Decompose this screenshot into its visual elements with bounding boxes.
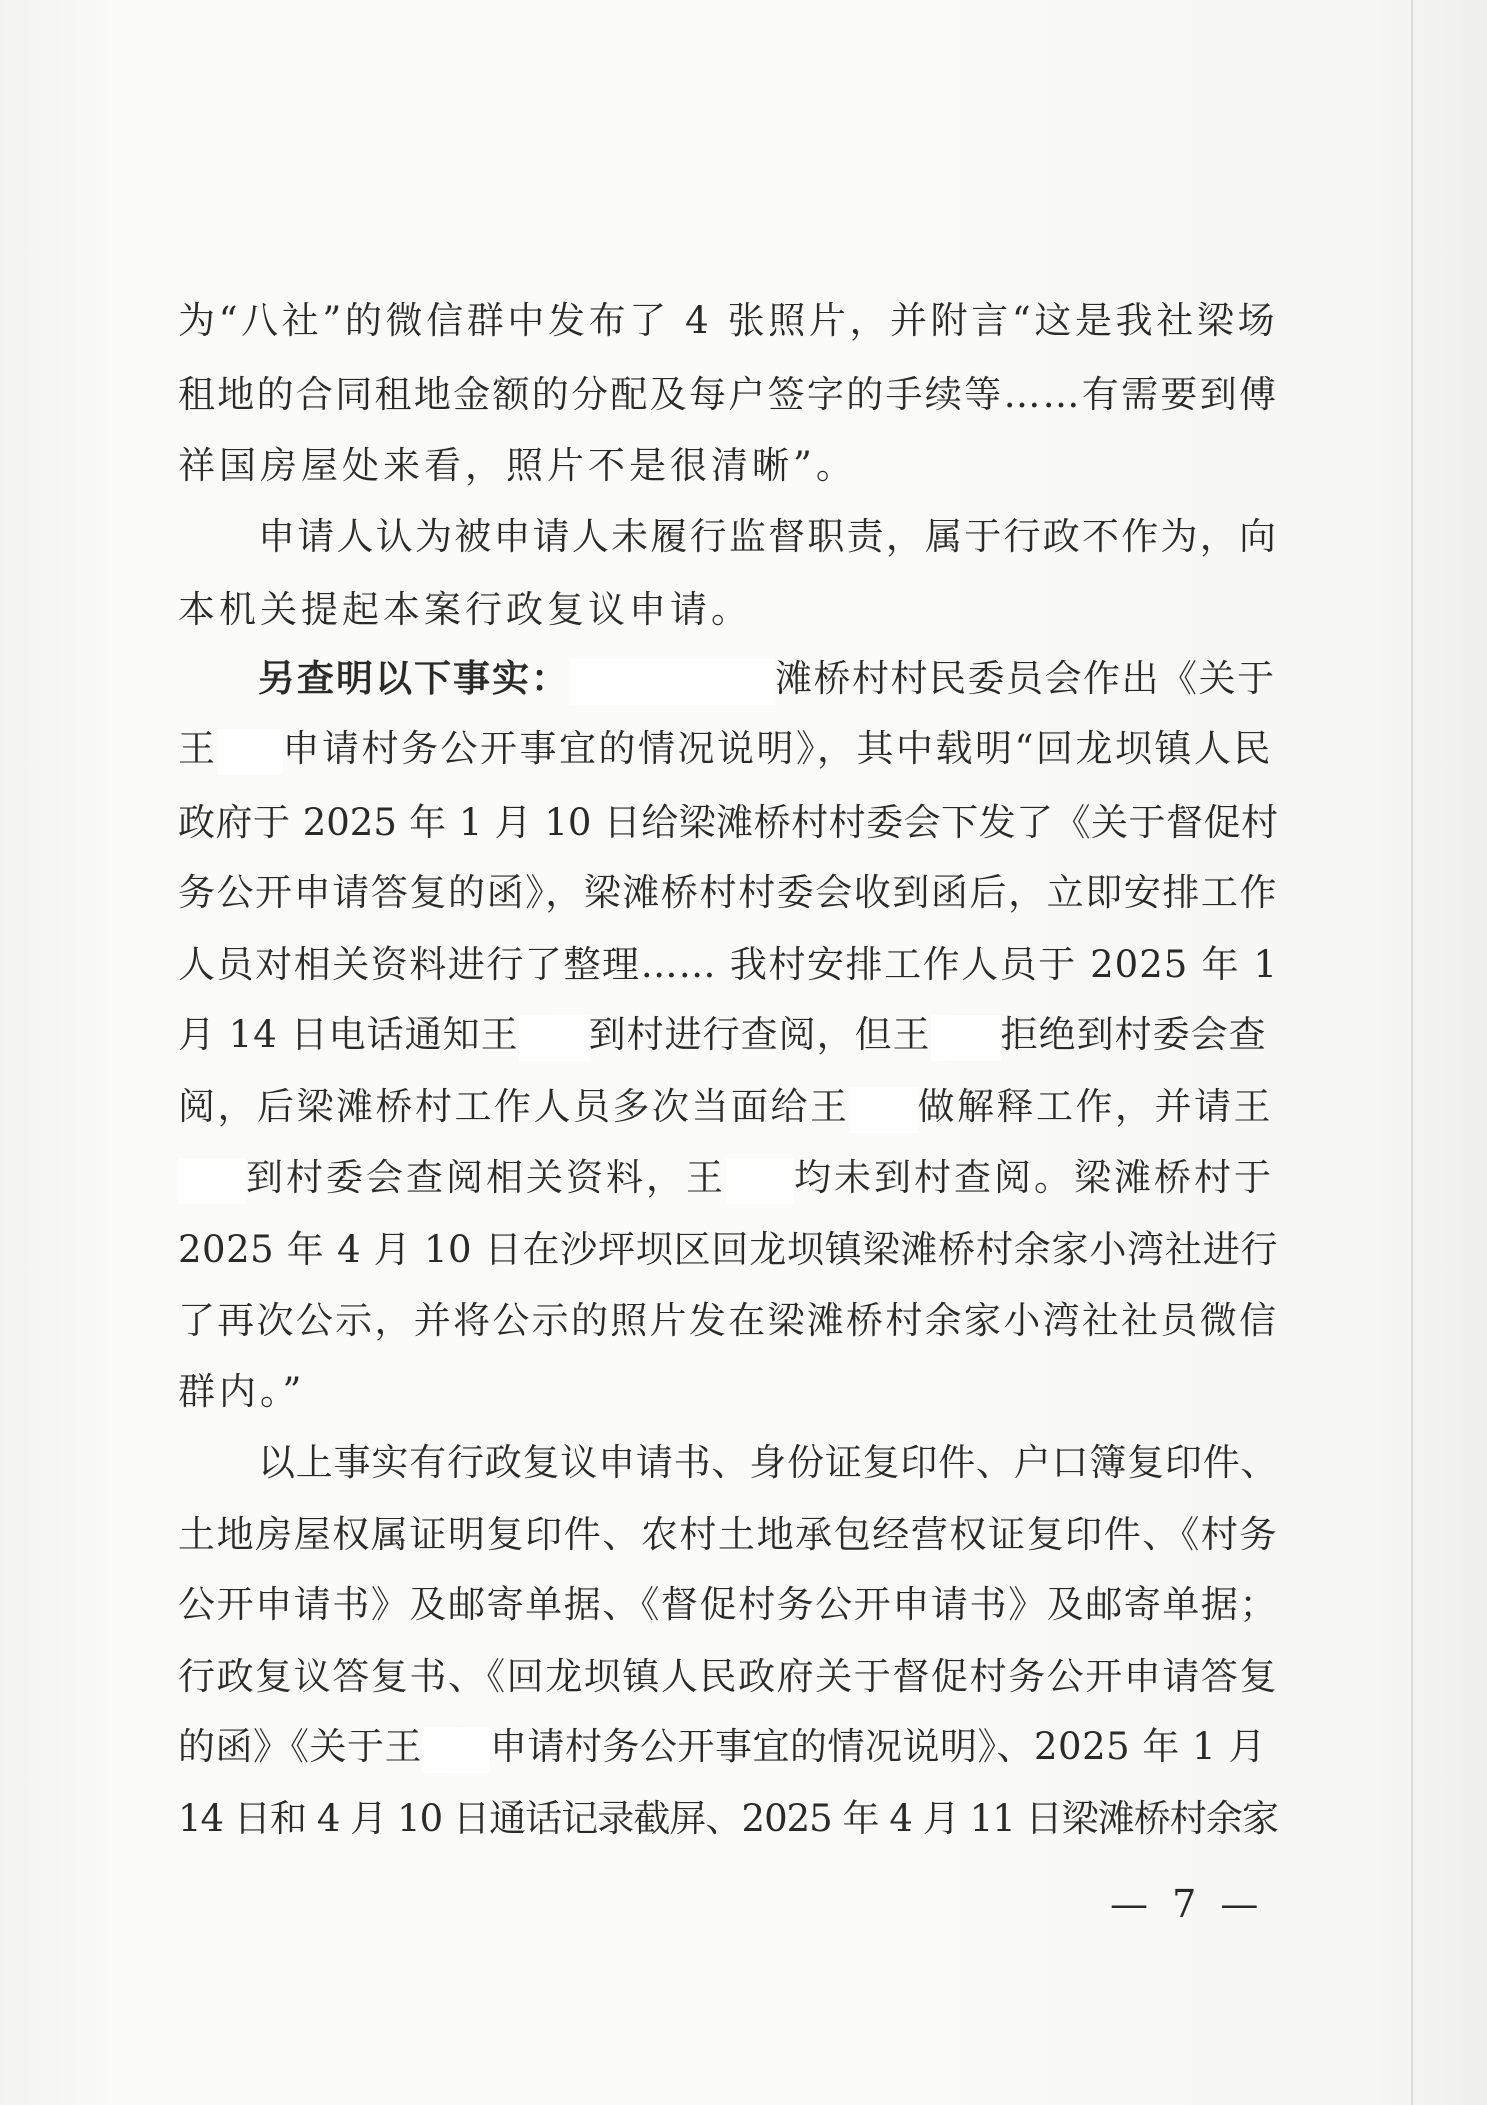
page-number: — 7 — <box>1110 1882 1265 1926</box>
paragraph-line: 本机关提起本案行政复议申请。 <box>178 588 752 631</box>
paragraph-line: 2025 年 4 月 10 日在沙坪坝区回龙坝镇梁滩桥村余家小湾社进行 <box>178 1228 1278 1271</box>
paragraph-line: 务公开申请答复的函》，梁滩桥村村委会收到函后，立即安排工作 <box>178 871 1278 914</box>
paragraph-line: 人员对相关资料进行了整理…… 我村安排工作人员于 2025 年 1 <box>178 943 1278 986</box>
paragraph-line: 租地的合同租地金额的分配及每户签字的手续等……有需要到傅 <box>178 373 1278 416</box>
redacted-name <box>422 1727 490 1773</box>
redacted-name <box>218 729 283 775</box>
paragraph-line <box>178 1082 1278 1133</box>
text-span: 申请村务公开事宜的情况说明》、2025 年 1 月 <box>490 1725 1266 1768</box>
text-span: 申请村务公开事宜的情况说明》，其中载明“回龙坝镇人民 <box>282 727 1273 770</box>
redacted-name <box>931 1015 1001 1061</box>
paragraph-line: 为“八社”的微信群中发布了 4 张照片，并附言“这是我社梁场 <box>178 299 1278 342</box>
paragraph-line: 群内。” <box>178 1370 306 1413</box>
text-span: 均未到村查阅。梁滩桥村于 <box>794 1156 1274 1199</box>
paragraph-line: 了再次公示，并将公示的照片发在梁滩桥村余家小湾社社员微信 <box>178 1299 1278 1342</box>
paragraph-line: 14 日和 4 月 10 日通话记录截屏、2025 年 4 月 11 日梁滩桥村余家 <box>178 1797 1278 1840</box>
paragraph-line <box>178 1010 1278 1061</box>
paragraph-line: 公开申请书》及邮寄单据、《督促村务公开申请书》及邮寄单据； <box>178 1583 1278 1626</box>
paragraph-line <box>178 724 1278 775</box>
text-span: 到村进行查阅，但王 <box>588 1013 931 1056</box>
text-span: 滩桥村村民委员会作出《关于 <box>775 657 1276 700</box>
paragraph-line: 行政复议答复书、《回龙坝镇人民政府关于督促村务公开申请答复 <box>178 1655 1278 1698</box>
paragraph-line <box>178 1722 1278 1773</box>
redacted-name <box>570 659 775 705</box>
paragraph-line: 土地房屋权属证明复印件、农村土地承包经营权证复印件、《村务 <box>178 1513 1278 1556</box>
finding-lead: 另查明以下事实： <box>258 657 570 700</box>
paragraph-line <box>178 1153 1278 1204</box>
text-span: 阅，后梁滩桥村工作人员多次当面给王 <box>178 1085 850 1128</box>
paragraph-line: 以上事实有行政复议申请书、身份证复印件、户口簿复印件、 <box>258 1441 1278 1484</box>
text-span: 的函》《关于王 <box>178 1725 422 1768</box>
text-span: 月 14 日电话通知王 <box>178 1013 519 1056</box>
paragraph-line <box>178 654 1278 705</box>
redacted-name <box>726 1158 794 1204</box>
paragraph-line: 祥国房屋处来看，照片不是很清晰”。 <box>178 444 857 487</box>
redacted-name <box>850 1087 918 1133</box>
paragraph-line: 申请人认为被申请人未履行监督职责，属于行政不作为，向 <box>258 515 1278 558</box>
redacted-name <box>178 1158 246 1204</box>
paragraph-line: 政府于 2025 年 1 月 10 日给梁滩桥村村委会下发了《关于督促村 <box>178 801 1278 844</box>
redacted-name <box>519 1015 589 1061</box>
text-span: 拒绝到村委会查 <box>1000 1013 1267 1056</box>
text-span: 王 <box>178 727 218 770</box>
text-span: 做解释工作，并请王 <box>917 1085 1273 1128</box>
text-span: 到村委会查阅相关资料，王 <box>246 1156 726 1199</box>
